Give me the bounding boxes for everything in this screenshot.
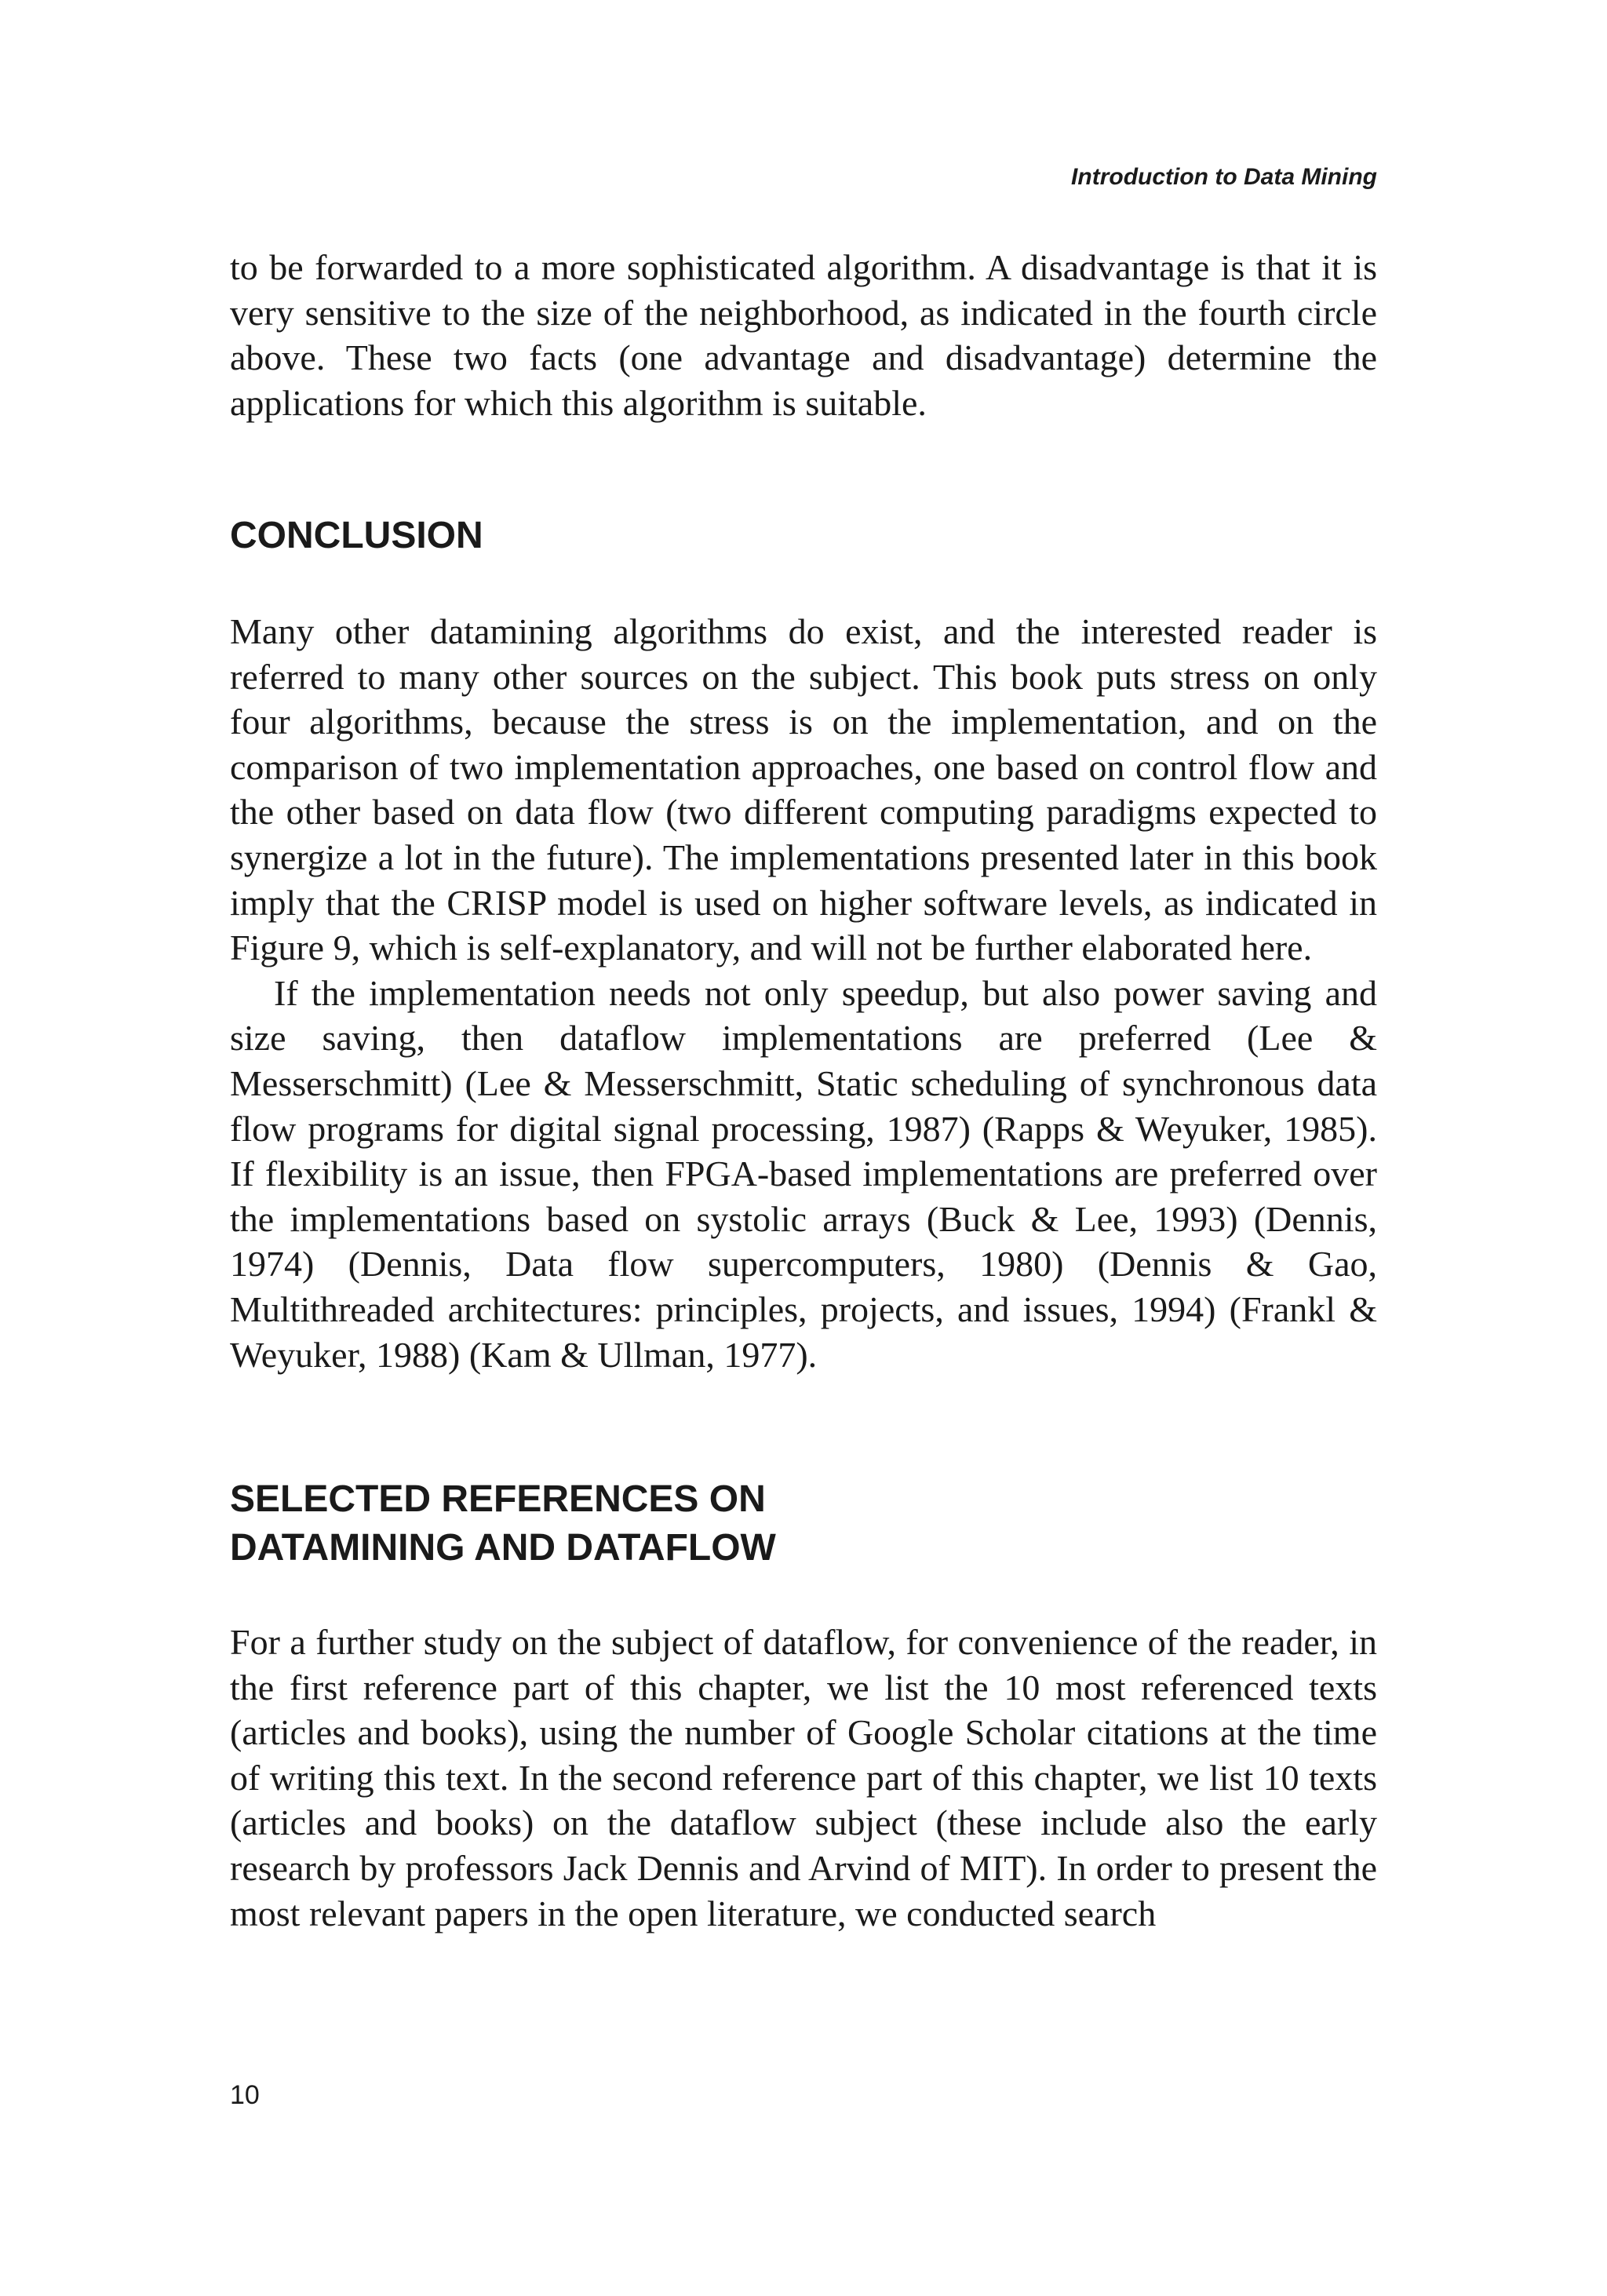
references-heading-line-2: DATAMINING AND DATAFLOW xyxy=(230,1527,776,1569)
running-head: Introduction to Data Mining xyxy=(1071,164,1377,190)
references-heading-line-1: SELECTED REFERENCES ON xyxy=(230,1478,766,1520)
conclusion-paragraph-1: Many other datamining algorithms do exist, and the interested reader is referred to many other sources on the subject. This book puts stress on only four algorithms, because the stress is on the implementation, and on the comparison of two implementation approaches, one based on control flow and the other based on data flow (two different computing paradigms expected to synergize a lot in the future). The implementations presented later in this book imply that the CRISP model is used on higher software levels, as indicated in Figure 9, which is self-explanatory, and will not be further elaborated here. xyxy=(230,611,1377,968)
references-paragraph: For a further study on the subject of dataflow, for convenience of the reader, in the first reference part of this chapter, we list the 10 most referenced texts (articles and books), using the number of Google Scholar citations at the time of writing this text. In the second reference part of this chapter, we list 10 texts (articles and books) on the dataflow subject (these include also the early research by professors Jack Dennis and Arvind of MIT). In order to present the most relevant papers in the open literature, we conducted search xyxy=(230,1622,1377,1933)
conclusion-heading: CONCLUSION xyxy=(230,515,483,556)
conclusion-body xyxy=(230,609,1377,1377)
references-heading xyxy=(230,1475,1377,1573)
intro-paragraph: to be forwarded to a more sophisticated algorithm. A disadvantage is that it is very sensitive to the size of the neighborhood, as indicated in the fourth circle above. These two facts (one advantage and disadvantage) determine the applications for which this algorithm is suitable. xyxy=(230,247,1377,423)
page-number: 10 xyxy=(230,2080,260,2110)
references-body xyxy=(230,1620,1377,1936)
intro-paragraph-block xyxy=(230,245,1377,425)
conclusion-paragraph-2: If the implementation needs not only speedup, but also power saving and size saving, then dataflow implementations are preferred (Lee & Messerschmitt) (Lee & Messerschmitt, Static scheduling of synchronous data flow programs for digital signal processing, 1987) (Rapps & Weyuker, 1985). If flexibility is an issue, then FPGA-based implementations are preferred over the implementations based on systolic arrays (Buck & Lee, 1993) (Dennis, 1974) (Dennis, Data flow supercomputers, 1980) (Dennis & Gao, Multithreaded architectures: principles, projects, and issues, 1994) (Frankl & Weyuker, 1988) (Kam & Ullman, 1977). xyxy=(230,972,1377,1375)
